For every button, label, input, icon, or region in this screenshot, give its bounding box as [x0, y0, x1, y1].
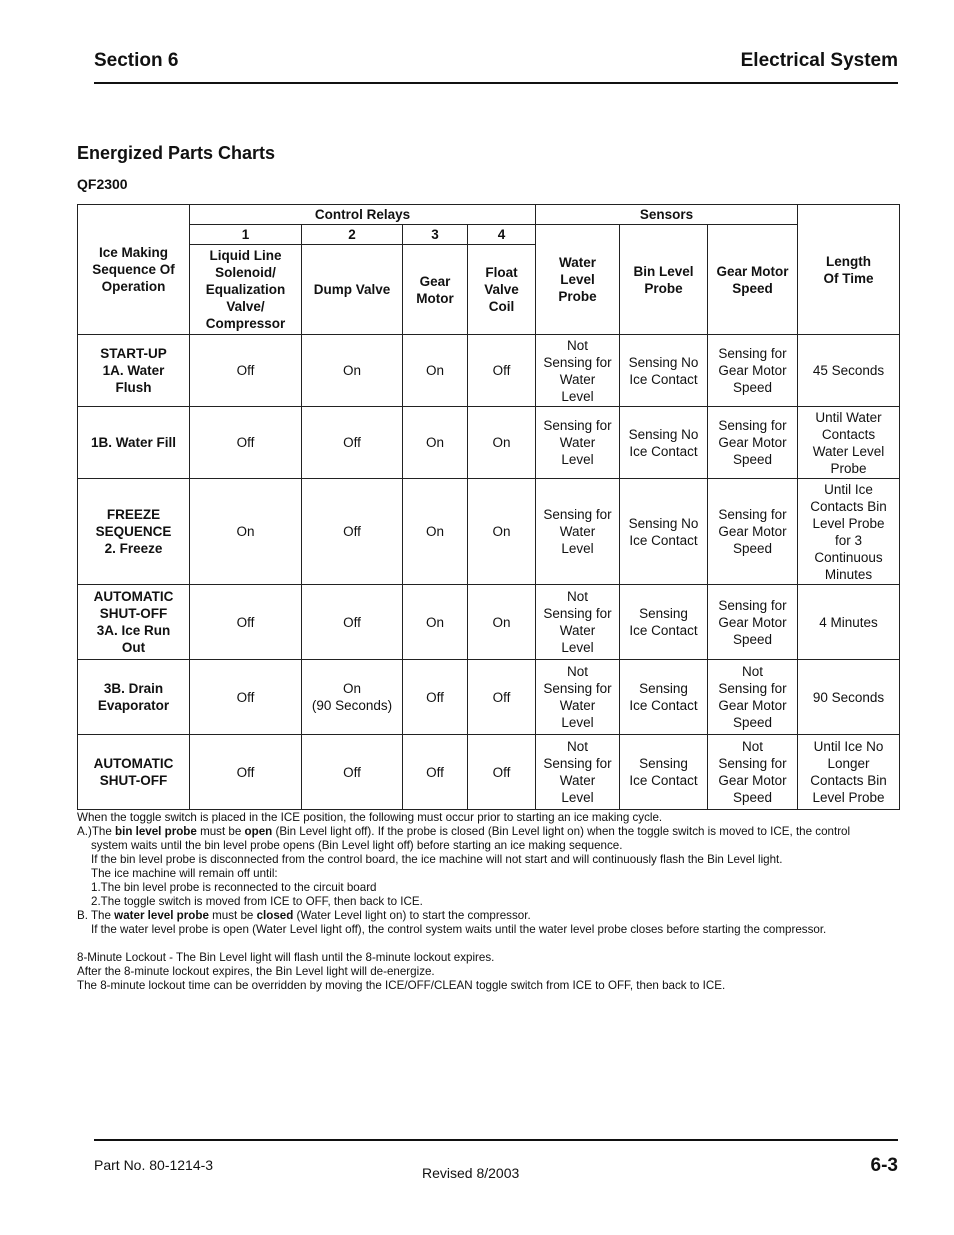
table-cell: Not Sensing for Gear Motor Speed	[708, 660, 798, 735]
note-a-line: The ice machine will remain off until:	[91, 867, 278, 880]
table-cell: Off	[190, 660, 302, 735]
note-a-mid: must be	[196, 825, 245, 838]
note-a-line: system waits until the bin level probe opens (Bin Level light off) before starting an ice making sequence.	[91, 839, 623, 852]
note-a-item: 1.The bin level probe is reconnected to the circuit board	[91, 881, 377, 894]
table-cell: Sensing for Gear Motor Speed	[708, 335, 798, 407]
table-cell: Sensing for Gear Motor Speed	[708, 585, 798, 660]
table-row	[78, 660, 900, 735]
sensor-header: Bin Level Probe	[620, 225, 708, 335]
table-cell: On	[403, 335, 468, 407]
lockout-line: After the 8-minute lockout expires, the Bin Level light will de-energize.	[77, 965, 435, 978]
length-of-time-header: Length Of Time	[798, 205, 900, 335]
section-label: Section 6	[94, 50, 179, 71]
table-cell: Not Sensing for Water Level	[536, 585, 620, 660]
lockout-line: 8-Minute Lockout - The Bin Level light will flash until the 8-minute lockout expires.	[77, 951, 495, 964]
table-cell: 4 Minutes	[798, 585, 900, 660]
sensors-header: Sensors	[536, 205, 798, 225]
header-rule	[94, 82, 898, 84]
note-a-prefix: A.)The	[77, 825, 116, 838]
table-cell: Sensing Ice Contact	[620, 735, 708, 810]
table-cell: 90 Seconds	[798, 660, 900, 735]
table-cell: Sensing No Ice Contact	[620, 479, 708, 585]
table-cell: Sensing for Water Level	[536, 407, 620, 479]
table-row	[78, 407, 900, 479]
row-label: 3B. Drain Evaporator	[78, 660, 190, 735]
table-cell: Off	[302, 735, 403, 810]
table-cell: On (90 Seconds)	[302, 660, 403, 735]
table-cell: Until Ice Contacts Bin Level Probe for 3 Continuous Minutes	[798, 479, 900, 585]
note-b-bold: water level probe	[114, 909, 209, 922]
note-b-bold: closed	[256, 909, 294, 922]
table-cell: Until Ice No Longer Contacts Bin Level Probe	[798, 735, 900, 810]
notes-intro: When the toggle switch is placed in the ICE position, the following must occur prior to starting an ice making cycle.	[77, 811, 663, 824]
note-a-item: 2.The toggle switch is moved from ICE to OFF, then back to ICE.	[91, 895, 423, 908]
table-cell: Off	[468, 735, 536, 810]
table-cell: Off	[403, 660, 468, 735]
note-b-line: If the water level probe is open (Water Level light off), the control system waits until the water level probe closes before starting the compressor.	[91, 923, 827, 936]
row-label: AUTOMATIC SHUT-OFF	[78, 735, 190, 810]
table-cell: On	[468, 407, 536, 479]
table-cell: Off	[302, 407, 403, 479]
lockout-line: The 8-minute lockout time can be overridden by moving the ICE/OFF/CLEAN toggle switch from ICE to OFF, then back to ICE.	[77, 979, 726, 992]
note-a	[77, 825, 907, 839]
note-a-line: If the bin level probe is disconnected from the control board, the ice machine will not start and will continuously flash the Bin Level light.	[91, 853, 783, 866]
table-cell: Sensing for Gear Motor Speed	[708, 407, 798, 479]
page-number: 6-3	[870, 1155, 898, 1176]
row-label: START-UP 1A. Water Flush	[78, 335, 190, 407]
energized-parts-table	[77, 204, 900, 810]
note-a-bold: bin level probe	[115, 825, 197, 838]
table-cell: Off	[468, 660, 536, 735]
note-b-prefix: B. The	[77, 909, 115, 922]
table-row	[78, 335, 900, 407]
table-cell: Until Water Contacts Water Level Probe	[798, 407, 900, 479]
control-relays-header: Control Relays	[190, 205, 536, 225]
note-b-rest: (Water Level light on) to start the compressor.	[293, 909, 531, 922]
table-cell: Sensing for Gear Motor Speed	[708, 479, 798, 585]
revised-date: Revised 8/2003	[422, 1165, 520, 1181]
sensor-header: Gear Motor Speed	[708, 225, 798, 335]
table-cell: Not Sensing for Gear Motor Speed	[708, 735, 798, 810]
note-a-bold: open	[244, 825, 273, 838]
table-row	[78, 479, 900, 585]
relay-number: 2	[302, 225, 403, 245]
page-title: Energized Parts Charts	[77, 143, 276, 163]
row-label: AUTOMATIC SHUT-OFF 3A. Ice Run Out	[78, 585, 190, 660]
table-cell: On	[190, 479, 302, 585]
table-cell: Sensing Ice Contact	[620, 585, 708, 660]
row-label: FREEZE SEQUENCE 2. Freeze	[78, 479, 190, 585]
table-cell: Off	[190, 735, 302, 810]
note-b-mid: must be	[208, 909, 257, 922]
table-cell: On	[468, 585, 536, 660]
table-body	[78, 335, 900, 810]
table-cell: On	[403, 479, 468, 585]
table-cell: Off	[302, 585, 403, 660]
table-cell: Off	[403, 735, 468, 810]
sequence-header: Ice Making Sequence Of Operation	[78, 205, 190, 335]
row-label: 1B. Water Fill	[78, 407, 190, 479]
table-cell: Sensing No Ice Contact	[620, 335, 708, 407]
table-cell: Off	[190, 407, 302, 479]
spacer	[77, 937, 907, 951]
table-cell: On	[468, 479, 536, 585]
table-cell: Sensing Ice Contact	[620, 660, 708, 735]
table-cell: 45 Seconds	[798, 335, 900, 407]
table-cell: On	[403, 585, 468, 660]
table-cell: Off	[190, 335, 302, 407]
chapter-title: Electrical System	[740, 50, 898, 71]
table-cell: Off	[190, 585, 302, 660]
relay-number: 1	[190, 225, 302, 245]
table-cell: Not Sensing for Water Level	[536, 735, 620, 810]
table-cell: Sensing for Water Level	[536, 479, 620, 585]
notes	[77, 811, 907, 993]
relay-number: 4	[468, 225, 536, 245]
relay-header: Gear Motor	[403, 245, 468, 335]
table-cell: On	[403, 407, 468, 479]
table-cell: Sensing No Ice Contact	[620, 407, 708, 479]
table-cell: Off	[302, 479, 403, 585]
relay-header: Dump Valve	[302, 245, 403, 335]
table-cell: Not Sensing for Water Level	[536, 660, 620, 735]
table-row	[78, 735, 900, 810]
table-row	[78, 585, 900, 660]
table-cell: Not Sensing for Water Level	[536, 335, 620, 407]
note-b	[77, 909, 907, 923]
relay-number: 3	[403, 225, 468, 245]
part-number: Part No. 80-1214-3	[94, 1157, 214, 1173]
relay-header: Liquid Line Solenoid/ Equalization Valve/ Compressor	[190, 245, 302, 335]
model-label: QF2300	[77, 176, 128, 192]
table-cell: Off	[468, 335, 536, 407]
footer-rule	[94, 1139, 898, 1141]
note-a-rest: (Bin Level light off). If the probe is closed (Bin Level light on) when the toggle switch is moved to ICE, the control	[272, 825, 851, 838]
sensor-header: Water Level Probe	[536, 225, 620, 335]
table-cell: On	[302, 335, 403, 407]
relay-header: Float Valve Coil	[468, 245, 536, 335]
